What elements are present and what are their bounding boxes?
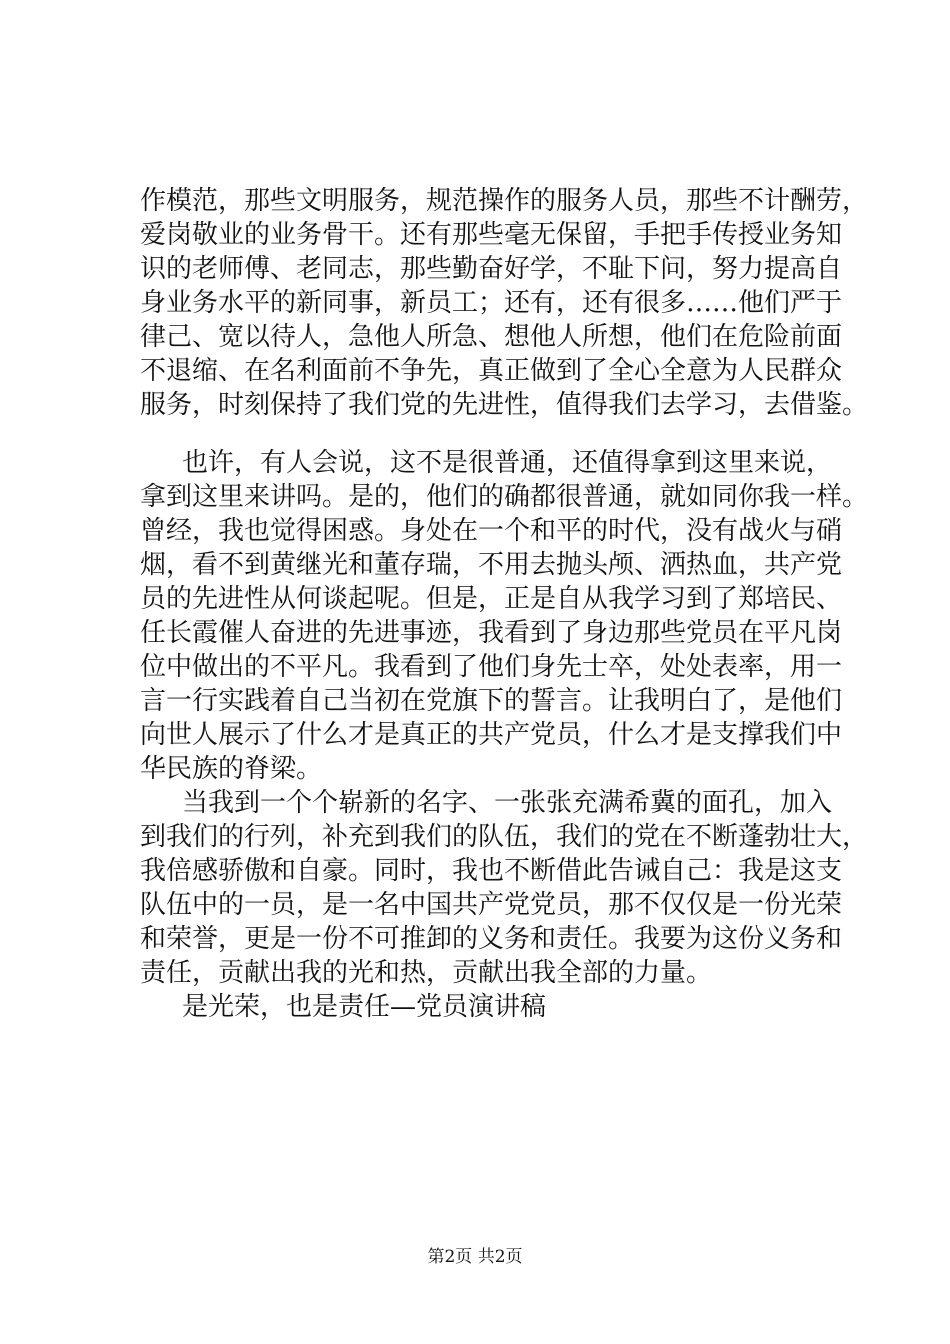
paragraph-1-line-3: 识的老师傅、老同志，那些勤奋好学，不耻下问，努力提高自 [140, 254, 843, 284]
paragraph-2-line-4: 烟，看不到黄继光和董存瑞，不用去抛头颅、洒热血，共产党 [140, 550, 843, 580]
paragraph-3-line-6: 责任，贡献出我的光和热，贡献出我全部的力量。 [140, 958, 713, 988]
paragraph-1-line-4: 身业务水平的新同事，新员工；还有，还有很多……他们严于 [140, 288, 843, 318]
paragraph-2-line-8: 言一行实践着自己当初在党旗下的誓言。让我明白了，是他们 [140, 686, 843, 716]
paragraph-1-line-5: 律己、宽以待人，急他人所急、想他人所想，他们在危险前面 [140, 322, 843, 352]
paragraph-3-line-3: 我倍感骄傲和自豪。同时，我也不断借此告诫自己：我是这支 [140, 856, 843, 886]
paragraph-2-line-9: 向世人展示了什么才是真正的共产党员，什么才是支撑我们中 [140, 720, 843, 750]
paragraph-1-line-2: 爱岗敬业的业务骨干。还有那些毫无保留，手把手传授业务知 [140, 220, 843, 250]
paragraph-1-line-6: 不退缩、在名利面前不争先，真正做到了全心全意为人民群众 [140, 356, 843, 386]
document-title-line: 是光荣，也是责任—党员演讲稿 [182, 992, 547, 1022]
paragraph-2-line-3: 曾经，我也觉得困惑。身处在一个和平的时代，没有战火与硝 [140, 516, 843, 546]
paragraph-2-line-6: 任长霞催人奋进的先进事迹，我看到了身边那些党员在平凡岗 [140, 618, 843, 648]
paragraph-3-line-1: 当我到一个个崭新的名字、一张张充满希冀的面孔，加入 [182, 788, 833, 818]
paragraph-2-line-5: 员的先进性从何谈起呢。但是，正是自从我学习到了郑培民、 [140, 584, 843, 614]
paragraph-1-line-1: 作模范，那些文明服务，规范操作的服务人员，那些不计酬劳， [140, 186, 869, 216]
paragraph-3-line-5: 和荣誉，更是一份不可推卸的义务和责任。我要为这份义务和 [140, 924, 843, 954]
paragraph-2-line-10: 华民族的脊梁。 [140, 754, 323, 784]
page-number-footer: 第2页 共2页 [427, 1247, 523, 1267]
paragraph-1-line-7: 服务，时刻保持了我们党的先进性，值得我们去学习，去借鉴。 [140, 390, 869, 420]
paragraph-2-line-2: 拿到这里来讲吗。是的，他们的确都很普通，就如同你我一样。 [140, 482, 869, 512]
paragraph-3-line-4: 队伍中的一员，是一名中国共产党党员，那不仅仅是一份光荣 [140, 890, 843, 920]
paragraph-2-line-1: 也许，有人会说，这不是很普通，还值得拿到这里来说， [182, 448, 833, 478]
paragraph-3-line-2: 到我们的行列，补充到我们的队伍，我们的党在不断蓬勃壮大， [140, 822, 869, 852]
paragraph-2-line-7: 位中做出的不平凡。我看到了他们身先士卒，处处表率，用一 [140, 652, 843, 682]
